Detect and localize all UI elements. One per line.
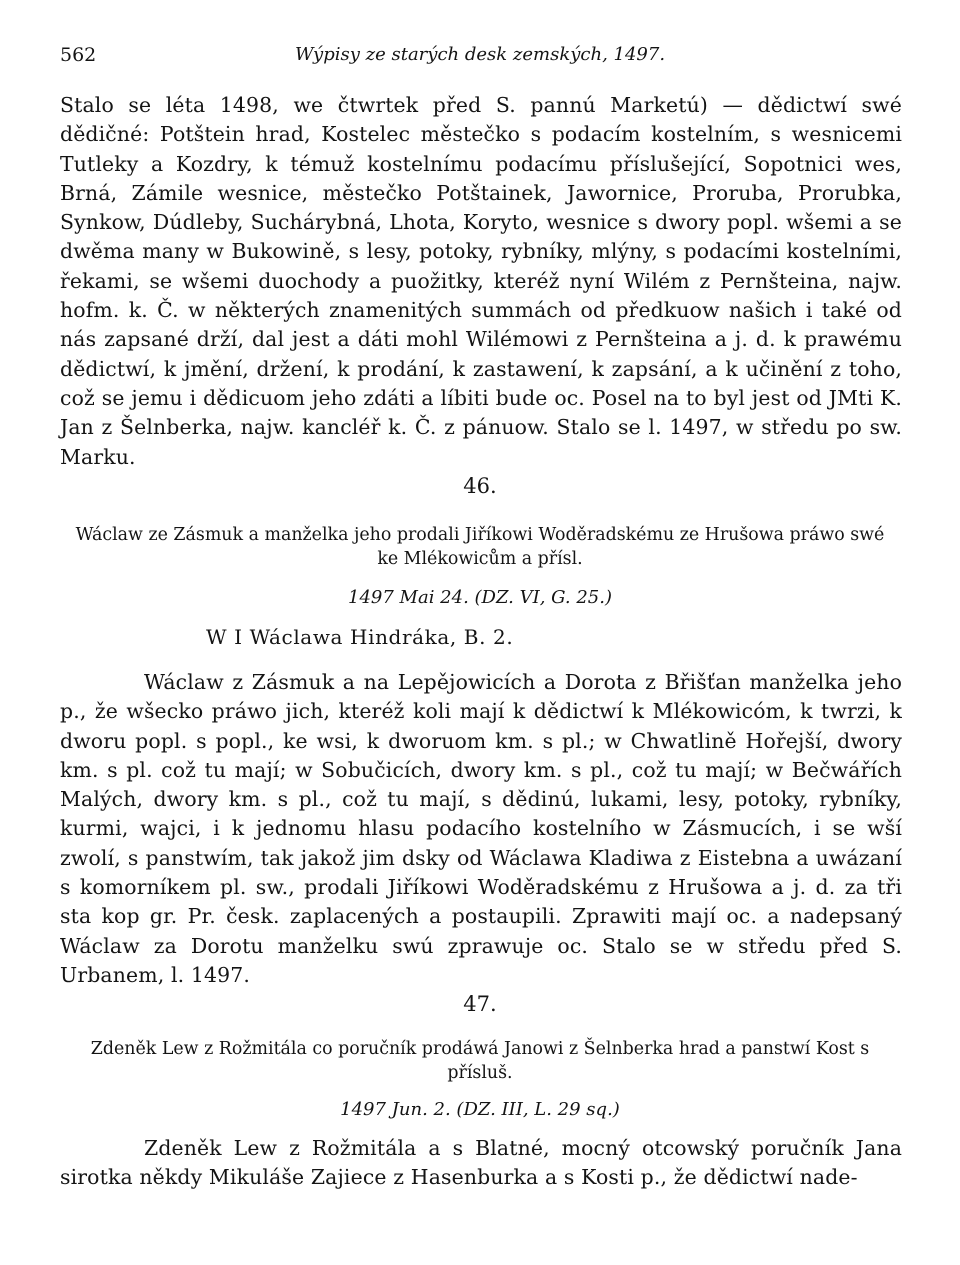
entry-46-paragraph: Wáclaw z Zásmuk a na Lepějowicích a Dorota z Břišťan manželka jeho p., že wšecko práwo jich, kteréž koli mají k dědictwí k Mlékowicóm, k twrzi, k dworu popl. s popl., ke wsi, k dworuom km. s pl.; w Chwatlině Hořejší, dwory km. s pl. což tu mají; w Sobučicích, dwory km. s pl., což tu mají; w Bečwářích Malých, dwory km. s pl., což tu mají, s dědinú, lukami, lesy, potoky, rybníky, kurmi, wajci, i k jednomu hlasu podacího kostelního w Zásmucích, i se wší zwolí, s panstwím, tak jakož jim dsky od Wáclawa Kladiwa z Eistebna a uwázaní s komorníkem pl. sw., prodali Jiříkowi Woděradskému z Hrušowa a j. d. za tři sta kop gr. Pr. česk. zaplacených a postaupili. Zprawiti mají oc. a nadepsaný Wáclaw za Dorotu manželku swú zprawuje oc. Stalo se w středu před S. Urbanem, l. 1497. — [60, 670, 902, 987]
running-head — [60, 44, 900, 76]
entry-46-summary: Wáclaw ze Zásmuk a manželka jeho prodali Jiříkowi Woděradskému ze Hrušowa práwo swé ke Mlékowicům a přísl. — [75, 525, 885, 569]
running-title: Wýpisy ze starých desk zemských, 1497. — [294, 44, 666, 65]
continuation-paragraph: Stalo se léta 1498, we čtwrtek před S. pannú Marketú) — dědictwí swé dědičné: Potštein hrad, Kostelec městečko s podacím kostelním, s wesnicemi Tutleky a Kozdry, k témuž kostelnímu podacímu příslušející, Sopotnici wes, Brná, Zámile wesnice, městečko Potštainek, Jawornice, Proruba, Prorubka, Synkow, Dúdleby, Suchárybná, Lhota, Koryto, wesnice s dwory popl. wšemi a se dwěma many w Bukowině, s lesy, potoky, rybníky, mlýny, s podacími kostelními, řekami, se wšemi duochody a puožitky, kteréž nyní Wilém z Pernšteina, najw. hofm. k. Č. w některých znamenitých summách od předkuow našich i také od nás zapsané drží, dal jest a dáti mohl Wilémowi z Pernšteina a j. d. k prawému dědictwí, k jmění, držení, k prodání, k zastawení, k zapsání, a k učinění z toho, což se jemu i dědicuom jeho zdáti a líbiti bude oc. Posel na to byl jest od JMti K. Jan z Šelnberka, najw. kancléř k. Č. z pánuow. Stalo se l. 1497, w středu po sw. Marku. — [60, 93, 902, 469]
entry-46-date: 1497 Mai 24. (DZ. VI, G. 25.) — [348, 587, 612, 608]
entry-47-date: 1497 Jun. 2. (DZ. III, L. 29 sq.) — [340, 1099, 620, 1120]
page-number: 562 — [60, 44, 97, 66]
entry-46-number: 46. — [463, 474, 497, 498]
entry-47-summary: Zdeněk Lew z Rožmitála co poručník prodáwá Janowi z Šelnberka hrad a panstwí Kost s přísluš. — [90, 1039, 870, 1083]
entry-47-paragraph: Zdeněk Lew z Rožmitála a s Blatné, mocný otcowský poručník Jana sirotka někdy Mikuláše Zajiece z Hasenburka a s Kosti p., že dědictwí nade- — [60, 1136, 902, 1190]
entry-46-source: W I Wáclawa Hindráka, B. 2. — [206, 625, 514, 649]
entry-47-number: 47. — [463, 992, 497, 1016]
